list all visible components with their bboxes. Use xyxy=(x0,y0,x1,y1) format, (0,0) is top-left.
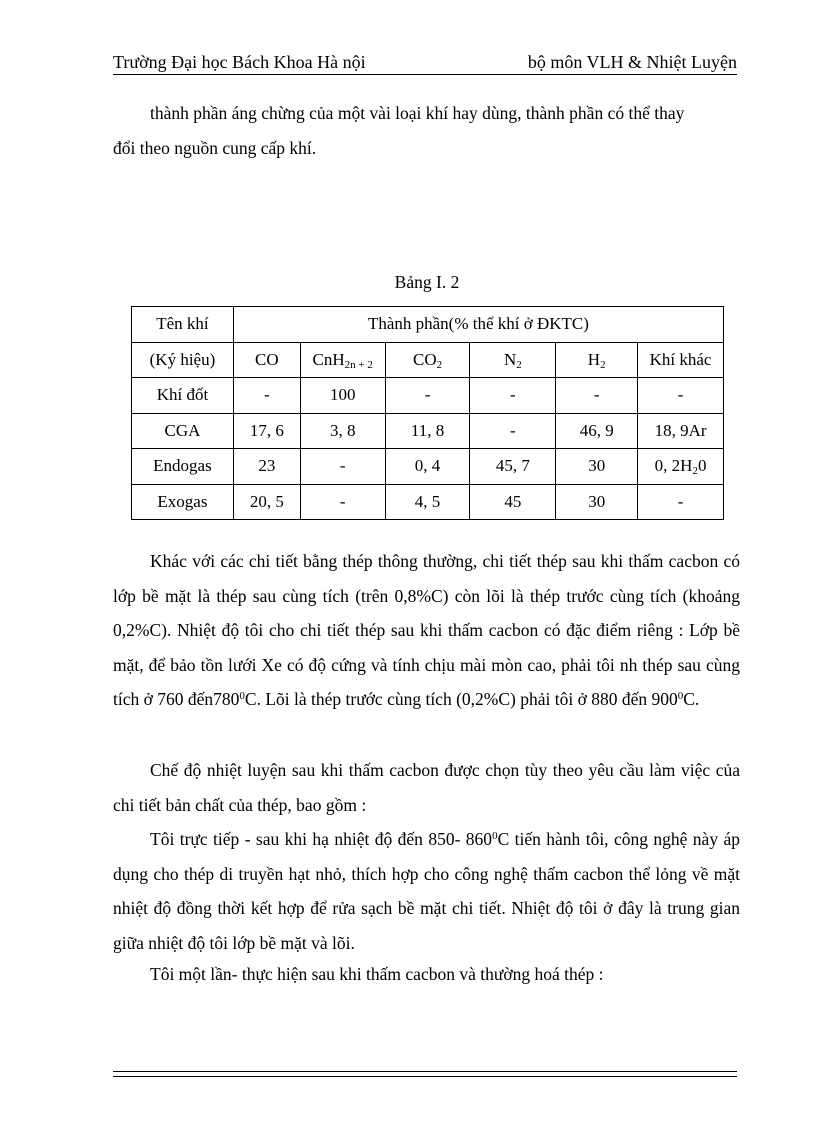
symbol-label: (Ký hiệu) xyxy=(132,342,234,378)
intro-line-2: đổi theo nguồn cung cấp khí. xyxy=(113,137,317,158)
col-n2: $N_2$ xyxy=(470,342,556,378)
col-cnh: CnH$_{2n + 2}$ xyxy=(300,342,385,378)
cell-cnh: 3, 8 xyxy=(300,413,385,449)
footer-rule-top xyxy=(113,1071,737,1072)
table-caption: Bảng I. 2 xyxy=(394,272,460,292)
cell-h2: 46, 9 xyxy=(556,413,638,449)
cell-co2: 4, 5 xyxy=(385,484,470,520)
page-header xyxy=(113,52,737,76)
cell-h2: 30 xyxy=(556,449,638,485)
paragraph-heat-treatment: Chế độ nhiệt luyện sau khi thấm cacbon được chọn tùy theo yêu cầu làm việc của chi tiết bản chất của thép, bao gồm : xyxy=(113,760,740,815)
footer-rule-bottom xyxy=(113,1076,737,1077)
cell-h2: 30 xyxy=(556,484,638,520)
cell-n2: - xyxy=(470,413,556,449)
intro-paragraph xyxy=(113,96,740,165)
header-university: Trường Đại học Bách Khoa Hà nội xyxy=(113,52,366,72)
table-row xyxy=(132,413,724,449)
cell-cnh: - xyxy=(300,484,385,520)
cell-cnh: 100 xyxy=(300,378,385,414)
cell-n2: - xyxy=(470,378,556,414)
cell-other: - xyxy=(638,378,724,414)
cell-n2: 45, 7 xyxy=(470,449,556,485)
gas-composition-table xyxy=(131,306,724,520)
cell-co: 23 xyxy=(233,449,300,485)
intro-line-1: thành phần áng chừng của một vài loại khí hay dùng, thành phần có thể thay xyxy=(150,103,685,123)
cell-cnh: - xyxy=(300,449,385,485)
header-composition: Thành phần(% thể khí ở ĐKTC) xyxy=(233,307,723,343)
row-name: Endogas xyxy=(132,449,234,485)
col-co: CO xyxy=(233,342,300,378)
row-name: Exogas xyxy=(132,484,234,520)
cell-co2: - xyxy=(385,378,470,414)
header-department: bộ môn VLH & Nhiệt Luyện xyxy=(527,52,737,72)
cell-co: 20, 5 xyxy=(233,484,300,520)
cell-co2: 11, 8 xyxy=(385,413,470,449)
paragraph-carburized-steel: Khác với các chi tiết bằng thép thông thường, chi tiết thép sau khi thấm cacbon có lớp bề mặt là thép sau cùng tích (trên 0,8%C) còn lõi là thép trước cùng tích (khoảng 0,2%C). Nhiệt độ tôi cho chi tiết thép sau khi thấm cacbon có đặc điểm riêng : Lớp bề mặt, để bảo tồn lưới Xe có độ cứng và tính chịu mài mòn cao, phải tôi nh thép sau cùng tích ở 760 $đến780^0C$. Lõi là thép trước cùng tích (0,2%C) phải tôi ở 880 đến $900^0C$. xyxy=(113,551,740,709)
cell-other: 0, $2H_20$ xyxy=(638,449,724,485)
table-header-row xyxy=(132,307,724,343)
row-name: Khí đốt xyxy=(132,378,234,414)
cell-co: 17, 6 xyxy=(233,413,300,449)
col-co2: $CO_2$ xyxy=(385,342,470,378)
paragraph-single-quench: Tôi một lần- thực hiện sau khi thấm cacbon và thường hoá thép : xyxy=(150,964,604,984)
table-row xyxy=(132,449,724,485)
cell-n2: 45 xyxy=(470,484,556,520)
col-other: Khí khác xyxy=(638,342,724,378)
row-name: CGA xyxy=(132,413,234,449)
header-gas-name: Tên khí xyxy=(132,307,234,343)
col-h2: $H_2$ xyxy=(556,342,638,378)
cell-other: - xyxy=(638,484,724,520)
cell-h2: - xyxy=(556,378,638,414)
paragraph-direct-quench: Tôi trực tiếp - sau khi hạ nhiệt độ đến 850- $860^0C$ tiến hành tôi, công nghệ này áp dụng cho thép di truyền hạt nhỏ, thích hợp cho công nghệ thấm cacbon thể lỏng về mặt nhiệt độ đồng thời kết hợp để rửa sạch bề mặt chi tiết. Nhiệt độ tôi ở đây là trung gian giữa nhiệt độ tôi lớp bề mặt và lõi. xyxy=(113,829,740,953)
cell-other: 18, 9Ar xyxy=(638,413,724,449)
table-symbol-row xyxy=(132,342,724,378)
cell-co: - xyxy=(233,378,300,414)
header-rule xyxy=(113,74,737,75)
table-row xyxy=(132,484,724,520)
cell-co2: 0, 4 xyxy=(385,449,470,485)
table-row xyxy=(132,378,724,414)
